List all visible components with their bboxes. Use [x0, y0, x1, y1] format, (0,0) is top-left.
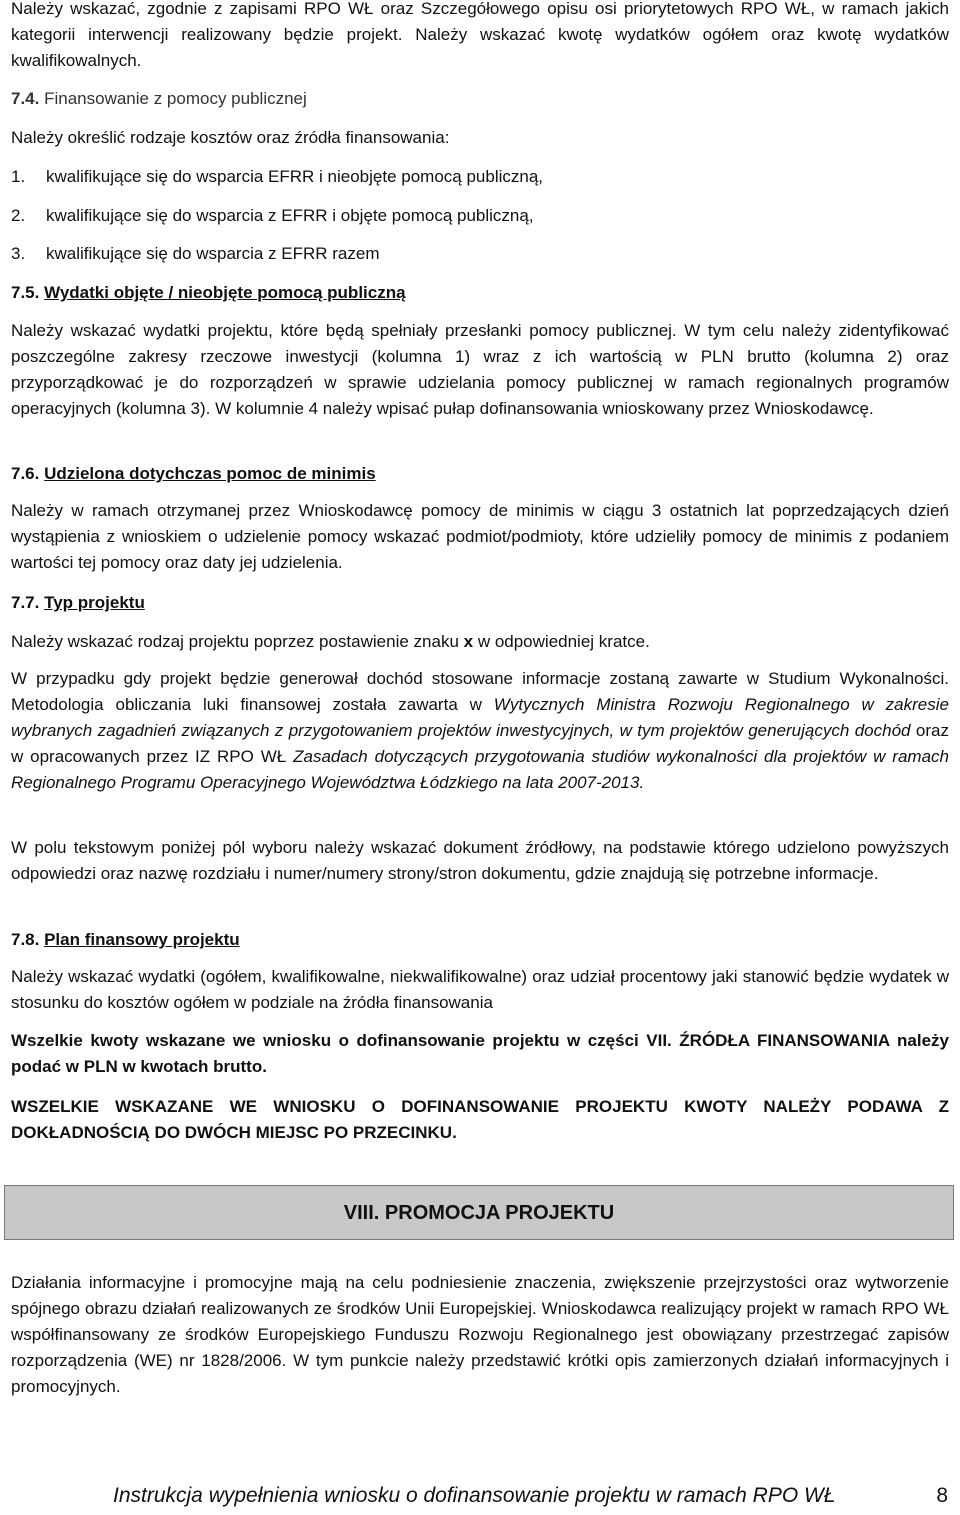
list-item: [11, 164, 949, 190]
footer-title: Instrukcja wypełnienia wniosku o dofinansowanie projektu w ramach RPO WŁ: [113, 1484, 836, 1507]
section-7-7-paragraph: [11, 666, 949, 796]
section-8-header-bar: [4, 1185, 954, 1240]
list-item-text: kwalifikujące się do wsparcia z EFRR razem: [46, 244, 380, 263]
section-7-7-lead: [11, 629, 949, 655]
section-7-7-heading: [11, 590, 949, 616]
section-number: 7.7.: [11, 593, 40, 612]
intro-paragraph: Należy wskazać, zgodnie z zapisami RPO WŁ oraz Szczegółowego opisu osi priorytetowych RPO WŁ, w ramach jakich kategorii interwencji realizowany będzie projekt. Należy wskazać kwotę wydatków ogółem oraz kwotę wydatków kwalifikowalnych.: [11, 0, 949, 70]
page-footer: [0, 1484, 960, 1514]
list-item: [11, 203, 949, 229]
section-7-5-body: Należy wskazać wydatki projektu, które będą spełniały przesłanki pomocy publicznej. W tym celu należy zidentyfikować poszczególne zakresy rzeczowe inwestycji (kolumna 1) wraz z ich wartością w PLN brutto (kolumna 2) oraz przyporządkować je do rozporządzeń w sprawie udzielania pomocy publicznej w ramach regionalnych programów operacyjnych (kolumna 3). W kolumnie 4 należy wpisać pułap dofinansowania wnioskowany przez Wnioskodawcę.: [11, 321, 949, 418]
list-item-number: 1.: [11, 167, 26, 186]
section-7-4-lead: Należy określić rodzaje kosztów oraz źródła finansowania:: [11, 128, 450, 147]
paragraph-text: W przypadku gdy projekt będzie generował dochód stosowane informacje zostaną zawarte w Studium Wykonalności. Metodologia obliczania luki finansowej została zawarta w: [11, 669, 949, 714]
section-7-5-heading: [11, 280, 949, 306]
paragraph-text: oraz w opracowanych przez IZ RPO WŁ: [11, 721, 949, 766]
section-7-8-note: Wszelkie kwoty wskazane we wniosku o dofinansowanie projektu w części VII. ŹRÓDŁA FINANSOWANIA należy podać w PLN w kwotach brutto.: [11, 1031, 949, 1076]
italic-reference: Zasadach dotyczących przygotowania studiów wykonalności dla projektów w ramach Regionalnego Programu Operacyjnego Województwa Łódzkiego na lata 2007-2013.: [11, 747, 949, 792]
list-item-number: 3.: [11, 244, 26, 263]
x-mark: x: [463, 632, 474, 651]
section-7-7-paragraph-2: W polu tekstowym poniżej pól wyboru należy wskazać dokument źródłowy, na podstawie którego udzielono powyższych odpowiedzi oraz nazwę rozdziału i numer/numery strony/stron dokumentu, gdzie znajdują się potrzebne informacje.: [11, 838, 949, 883]
section-8-body: Działania informacyjne i promocyjne mają na celu podniesienie znaczenia, zwiększenie przejrzystości oraz wytworzenie spójnego obrazu działań realizowanych ze środków Unii Europejskiej. Wnioskodawca realizujący projekt w ramach RPO WŁ współfinansowany ze środków Europejskiego Funduszu Rozwoju Regionalnego jest obowiązany przestrzegać zapisów rozporządzenia (WE) nr 1828/2006. W tym punkcie należy przedstawić krótki opis zamierzonych działań informacyjnych i promocyjnych.: [11, 1273, 949, 1396]
section-7-8-warning: WSZELKIE WSKAZANE WE WNIOSKU O DOFINANSOWANIE PROJEKTU KWOTY NALEŻY PODAWA Z DOKŁADNOŚCIĄ DO DWÓCH MIEJSC PO PRZECINKU.: [11, 1097, 949, 1142]
section-number: 7.8.: [11, 930, 40, 949]
list-item-text: kwalifikujące się do wsparcia EFRR i nieobjęte pomocą publiczną,: [46, 167, 544, 186]
page-number: 8: [936, 1484, 948, 1507]
section-7-6-body: Należy w ramach otrzymanej przez Wnioskodawcę pomocy de minimis w ciągu 3 ostatnich lat poprzedzających dzień wystąpienia z wnioskiem o udzielenie pomocy wskazać podmiot/podmioty, które udzieliły pomocy de minimis z podaniem wartości tej pomocy oraz daty jej udzielenia.: [11, 501, 949, 572]
section-number: 7.6.: [11, 464, 40, 483]
section-title: Finansowanie z pomocy publicznej: [44, 89, 307, 108]
section-title: Typ projektu: [44, 593, 145, 612]
section-number: 7.4.: [11, 89, 40, 108]
section-7-8-heading: [11, 927, 949, 953]
section-number: 7.5.: [11, 283, 40, 302]
section-title: Plan finansowy projektu: [44, 930, 240, 949]
list-item: [11, 241, 949, 267]
section-title: Wydatki objęte / nieobjęte pomocą publiczną: [44, 283, 406, 302]
lead-text: w odpowiedniej kratce.: [473, 632, 650, 651]
italic-reference: Wytycznych Ministra Rozwoju Regionalnego w zakresie wybranych zagadnień związanych z przygotowaniem projektów inwestycyjnych, w tym projektów generujących dochód: [11, 695, 949, 740]
section-title: Udzielona dotychczas pomoc de minimis: [44, 464, 376, 483]
lead-text: Należy wskazać rodzaj projektu poprzez postawienie znaku: [11, 632, 464, 651]
list-item-number: 2.: [11, 206, 26, 225]
list-item-text: kwalifikujące się do wsparcia z EFRR i objęte pomocą publiczną,: [46, 206, 534, 225]
section-7-8-body: Należy wskazać wydatki (ogółem, kwalifikowalne, niekwalifikowalne) oraz udział procentowy jaki stanowić będzie wydatek w stosunku do kosztów ogółem w podziale na źródła finansowania: [11, 967, 949, 1012]
section-7-4-heading: [11, 86, 949, 112]
section-7-6-heading: [11, 461, 949, 487]
section-8-title: VIII. PROMOCJA PROJEKTU: [343, 1202, 615, 1224]
